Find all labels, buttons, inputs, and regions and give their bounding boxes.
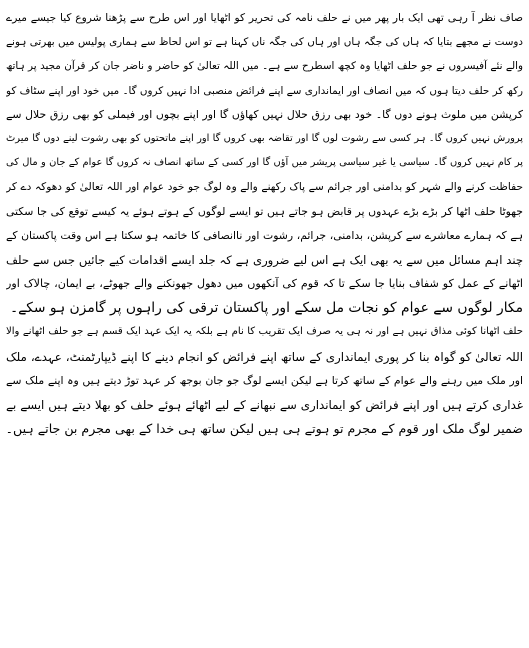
text-line: حفاظت کرنے والے شہر کو بدامنی اور جرائم سے پاک رکھنے والے وہ لوگ جو خود عوام اور اللہ تعالیٰ کو دھوکہ دے کر <box>6 181 523 194</box>
text-line: مکار لوگوں سے عوام کو نجات مل سکے اور پاکستان ترقی کی راہوں پر گامزن ہو سکے۔ <box>9 300 523 317</box>
text-line: والے نئے آفیسروں نے جو حلف اٹھایا وہ کچھ اسطرح سے ہے۔ میں اللہ تعالیٰ کو حاضر و ناضر جان کر قرآن مجید پر ہاتھ <box>6 60 523 73</box>
text-line: جھوٹا حلف اٹھا کر بڑے بڑے عہدوں پر قابض ہو جاتے ہیں تو ایسے لوگوں کے ہوتے ہوئے یہ کیسے توقع کی جا سکتی <box>6 204 523 218</box>
text-line: صاف نظر آ رہی تھی ایک بار پھر میں نے حلف نامہ کی تحریر کو اٹھایا اور اس طرح سے پڑھنا شروع کیا جیسے میرے <box>6 12 523 24</box>
text-line: کرپشن میں ملوث ہونے دوں گا۔ خود بھی رزق حلال نہیں کھاؤں گا اور اپنے بچوں اور فیملی کو بھی رزق حلال سے <box>6 107 523 121</box>
text-line: ہے کہ ہمارے معاشرے سے کرپشن، بدامنی، جرائم، رشوت اور ناانصافی کا خاتمہ ہو سکتا ہے اس وقت پاکستان کے <box>6 228 523 242</box>
text-line: پرورش نہیں کروں گا۔ ہر کسی سے رشوت لوں گا اور تقاضہ بھی کروں گا اور اپنے ماتحتوں کو بھی رشوت لینے دوں گا میرٹ <box>6 132 523 144</box>
text-line: دوست نے مجھے بتایا کہ ہاں کی جگہ ہاں اور ہاں کی جگہ ناں کہنا ہے تو اس لحاظ سے ہماری پولیس میں بھرتی ہونے <box>6 36 523 49</box>
paragraph-oath-text <box>6 6 523 320</box>
text-line: غداری کرتے ہیں اور اپنے فرائض کو ایمانداری سے نبھانے کے لیے اٹھائے ہوئے حلف کو بھلا دیتے ہیں ایسے بے <box>6 398 523 412</box>
text-line: ضمیر لوگ ملک اور قوم کے مجرم تو ہوتے ہی ہیں لیکن ساتھ ہی خدا کے بھی مجرم بن جاتے ہیں۔ <box>6 421 523 437</box>
text-line: اور ملک میں رہنے والے عوام کے ساتھ کرتا ہے لیکن ایسے لوگ جو جان بوجھ کر عہد توڑ دیتے ہیں وہ اپنے ملک سے <box>6 373 523 387</box>
text-line: رکھ کر حلف دیتا ہوں کہ میں انصاف اور ایمانداری سے اپنے فرائض منصبی ادا نہیں کروں گا۔ میں خود اور اپنے سٹاف کو <box>6 84 523 97</box>
paragraph-oath-meaning <box>6 320 523 441</box>
text-line: پر کام نہیں کروں گا۔ سیاسی یا غیر سیاسی پریشر میں آؤں گا اور کسی کے ساتھ انصاف نہ کروں گا عوام کے جان و مال کی <box>6 157 523 169</box>
text-line: اللہ تعالیٰ کو گواہ بنا کر پوری ایمانداری کے ساتھ اپنے فرائض کو انجام دینے کا اپنے ڈیپارٹمنٹ، عہدے، ملک <box>6 349 523 364</box>
text-line: چند اہم مسائل میں سے یہ بھی ایک ہے اس لیے ضروری ہے کہ جلد ایسے اقدامات کیے جائیں جس سے حلف <box>6 252 523 267</box>
text-line: حلف اٹھانا کوئی مذاق نہیں ہے اور نہ ہی یہ صرف ایک تقریب کا نام ہے بلکہ یہ ایک عہد ایک قسم ہے جو حلف اٹھانے والا <box>6 326 523 338</box>
text-line: اٹھانے کے عمل کو شفاف بنایا جا سکے تا کہ قوم کی آنکھوں میں دھول جھونکنے والے جھوٹے، بے ایمان، چالاک اور <box>6 277 523 291</box>
